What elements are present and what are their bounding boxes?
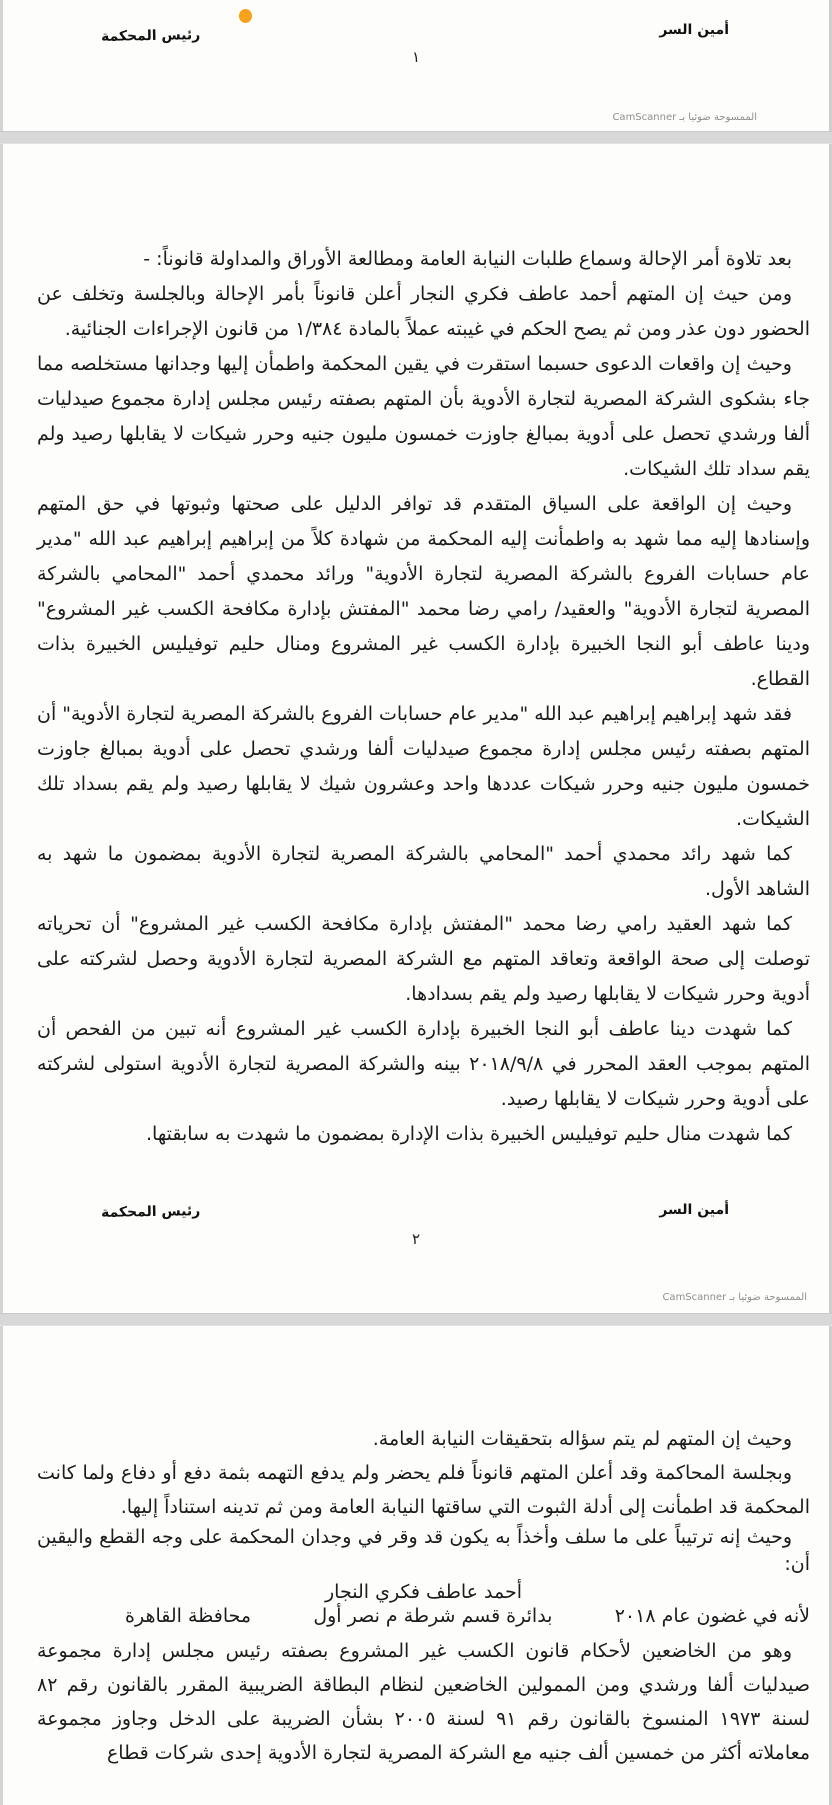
page-separator xyxy=(0,131,832,144)
doc-paragraph: كما شهدت دينا عاطف أبو النجا الخبيرة بإدارة الكسب غير المشروع أنه تبين من الفحص أن المتهم بموجب العقد المحرر في ٢٠١٨/٩/٨ بينه والشركة المصرية لتجارة الأدوية استولى لشركته على أدوية وحرر شيكات لا يقابلها رصيد. xyxy=(37,1018,810,1110)
doc-paragraph: وحيث إن واقعات الدعوى حسبما استقرت في يقين المحكمة واطمأن إليها وجدانها مستخلصه مما جاء بشكوى الشركة المصرية لتجارة الأدوية بأن المتهم بصفته رئيس مجلس إدارة مجموع صيدليات ألفا ورشدي تحصل على أدوية بمبالغ جاوزت خمسون مليون جنيه وحرر شيكات لا يقابلها رصيد ولم يقم سداد تلك الشيكات. xyxy=(37,353,810,480)
defendant-name-line: أحمد عاطف فكري النجار xyxy=(325,1581,522,1603)
doc-paragraph: وحيث إن المتهم لم يتم سؤاله بتحقيقات النيابة العامة. xyxy=(372,1428,792,1450)
judgment-body-text xyxy=(3,144,829,1152)
scanned-page-2 xyxy=(0,144,832,1313)
doc-paragraph: وبجلسة المحاكمة وقد أعلن المتهم قانوناً فلم يحضر ولم يدفع التهمه بثمة دفع أو دفاع ولما كانت المحكمة قد اطمأنت إلى أدلة الثبوت التي ساقتها النيابة العامة ومن ثم تدينه استناداً إليها. xyxy=(37,1462,810,1518)
page-number: ٢ xyxy=(411,1230,421,1248)
doc-paragraph: فقد شهد إبراهيم إبراهيم عبد الله "مدير عام حسابات الفروع بالشركة المصرية لتجارة الأدوية" أن المتهم بصفته رئيس مجلس إدارة مجموع صيدليات ألفا ورشدي تحصل على أدوية بمبالغ جاوزت خمسون مليون جنيه وحرر شيكات عددها واحد وعشرون شيك لا يقابلها رصيد ولم يقم بسداد تلك الشيكات. xyxy=(37,703,810,830)
doc-paragraph: ومن حيث إن المتهم أحمد عاطف فكري النجار أعلن قانوناً بأمر الإحالة وبالجلسة وتخلف عن الحضور دون عذر ومن ثم يصح الحكم في غيبته عملاً بالمادة ١/٣٨٤ من قانون الإجراءات الجنائية. xyxy=(37,283,810,340)
doc-paragraph: وحيث إن الواقعة على السياق المتقدم قد توافر الدليل على صحتها وثبوتها في حق المتهم وإسنادها إليه مما شهد به واطمأنت إليه المحكمة من شهادة كلاً من إبراهيم إبراهيم عبد الله "مدير عام حسابات الفروع بالشركة المصرية لتجارة الأدوية" ورائد محمدي أحمد "المحامي بالشركة المصرية لتجارة الأدوية" والعقيد/ رامي رضا محمد "المفتش بإدارة مكافحة الكسب غير المشروع" ودينا عاطف أبو النجا الخبيرة بإدارة الكسب غير المشروع ومنال حليم توفيليس الخبيرة بذات القطاع. xyxy=(37,493,810,690)
doc-paragraph: كما شهد رائد محمدي أحمد "المحامي بالشركة المصرية لتجارة الأدوية بمضمون ما شهد به الشاهد الأول. xyxy=(37,843,810,900)
scanned-page-3 xyxy=(0,1326,832,1805)
scanned-page-1 xyxy=(0,0,832,131)
doc-paragraph: وهو من الخاضعين لأحكام قانون الكسب غير المشروع بصفته رئيس مجلس إدارة مجموعة صيدليات ألفا ورشدي ومن الممولين الخاضعين لنظام البطاقة الضريبية المقرر بالقانون رقم ٨٢ لسنة ١٩٧٣ المنسوخ بالقانون رقم ٩١ لسنة ٢٠٠٥ بشأن الضريبة على الدخل وجاوز مجموعة معاملاته أكثر من خمسين ألف جنيه مع الشركة المصرية لتجارة الأدوية إحدى شركات قطاع xyxy=(37,1640,810,1764)
page-number: ١ xyxy=(411,48,421,66)
camscanner-watermark: الممسوحة ضوئيا بـ CamScanner xyxy=(662,1292,807,1303)
camscanner-watermark: الممسوحة ضوئيا بـ CamScanner xyxy=(612,112,757,123)
doc-paragraph: كما شهدت منال حليم توفيليس الخبيرة بذات الإدارة بمضمون ما شهدت به سابقتها. xyxy=(146,1123,792,1145)
court-president-stamp-label: رئيس المحكمة xyxy=(100,27,201,45)
page-separator xyxy=(0,1313,832,1326)
judgment-body-text xyxy=(3,1326,829,1770)
court-president-stamp-label: رئيس المحكمة xyxy=(100,1203,201,1221)
charge-location-line xyxy=(37,1604,810,1628)
doc-paragraph: بعد تلاوة أمر الإحالة وسماع طلبات النيابة العامة ومطالعة الأوراق والمداولة قانوناً: - xyxy=(143,248,792,270)
secretary-stamp-label: أمين السر xyxy=(659,22,729,38)
charge-district-segment: بدائرة قسم شرطة م نصر أول xyxy=(313,1605,553,1627)
charge-date-segment: لأنه في غضون عام ٢٠١٨ xyxy=(614,1605,810,1627)
doc-paragraph: كما شهد العقيد رامي رضا محمد "المفتش بإدارة مكافحة الكسب غير المشروع" أن تحرياته توصلت إلى صحة الواقعة وتعاقد المتهم مع الشركة المصرية لتجارة الأدوية وحصل لشركته على أدوية وحرر شيكات لا يقابلها رصيد ولم يقم بسدادها. xyxy=(37,913,810,1005)
doc-paragraph: وحيث إنه ترتيباً على ما سلف وأخذاً به يكون قد وقر في وجدان المحكمة على وجه القطع واليقين أن: xyxy=(37,1526,810,1575)
orange-dot-marker xyxy=(239,9,252,23)
secretary-stamp-label: أمين السر xyxy=(659,1202,729,1218)
charge-governorate-segment: محافظة القاهرة xyxy=(125,1605,252,1627)
